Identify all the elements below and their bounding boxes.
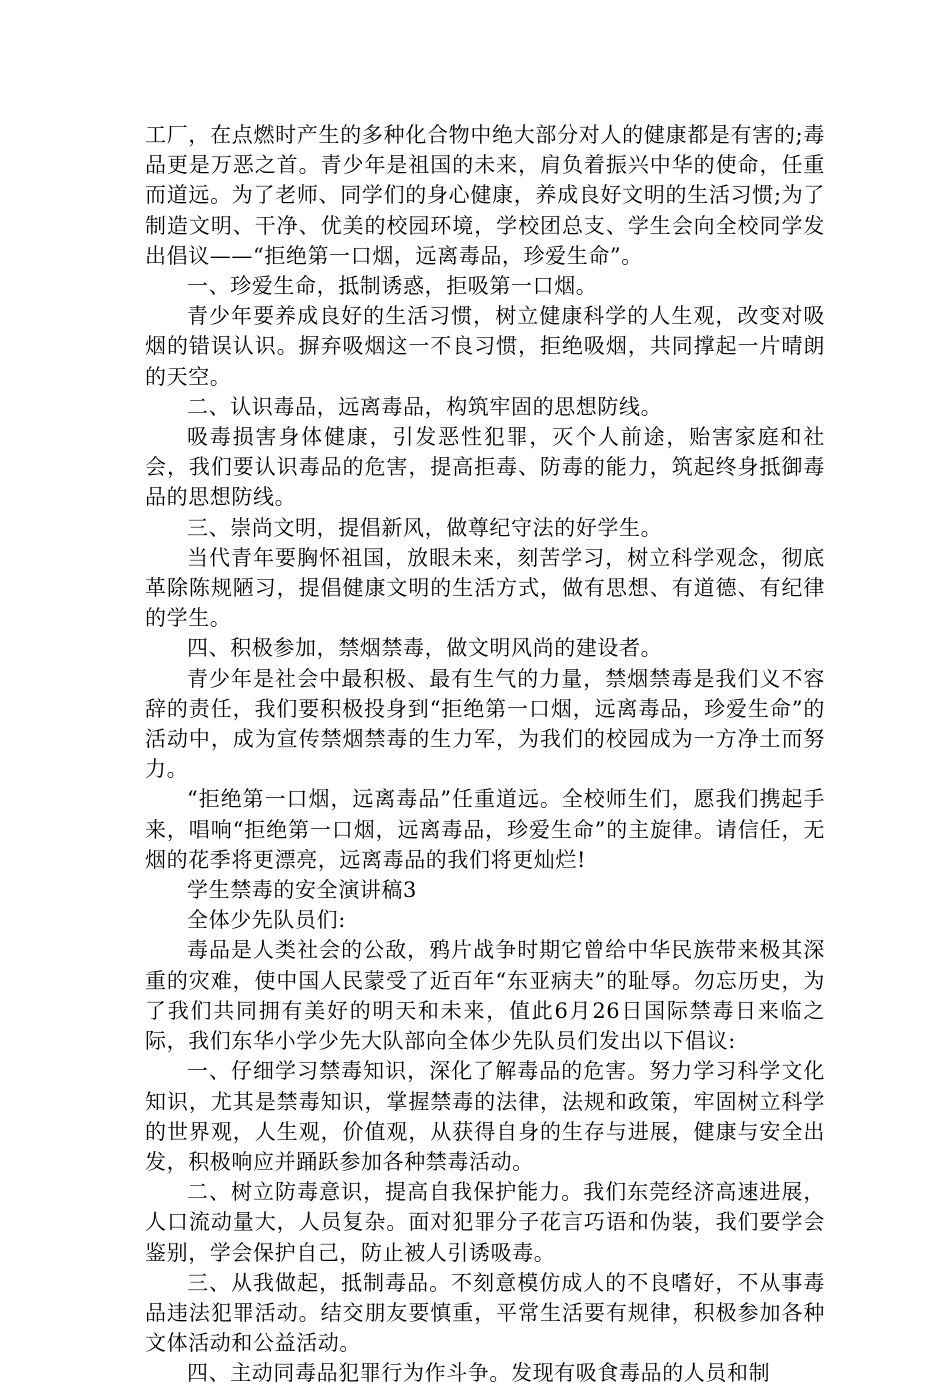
paragraph-1: 工厂，在点燃时产生的多种化合物中绝大部分对人的健康都是有害的;毒品更是万恶之首。青少年是祖国的未来，肩负着振兴中华的使命，任重而道远。为了老师、同学们的身心健康，养成良好文明的生活习惯;为了制造文明、干净、优美的校园环境，学校团总支、学生会向全校同学发出倡议——“拒绝第一口烟，远离毒品，珍爱生命”。 (145, 123, 825, 268)
paragraph-13: 毒品是人类社会的公敌，鸦片战争时期它曾给中华民族带来极其深重的灾难，使中国人民蒙受了近百年“东亚病夫”的耻辱。勿忘历史，为了我们共同拥有美好的明天和未来，值此6月26日国际禁毒日来临之际，我们东华小学少先大队部向全体少先队员们发出以下倡议: (145, 938, 825, 1054)
speech-title: 学生禁毒的安全演讲稿3 (187, 878, 417, 903)
paragraph-16: 三、从我做起，抵制毒品。不刻意模仿成人的不良嗜好，不从事毒品违法犯罪活动。结交朋友要慎重，平常生活要有规律，积极参加各种文体活动和公益活动。 (145, 1270, 825, 1356)
paragraph-3: 青少年要养成良好的生活习惯，树立健康科学的人生观，改变对吸烟的错误认识。摒弃吸烟这一不良习惯，拒绝吸烟，共同撑起一片晴朗的天空。 (145, 304, 825, 389)
heading-participate: 四、积极参加，禁烟禁毒，做文明风尚的建设者。 (187, 636, 663, 661)
paragraph-7: 当代青年要胸怀祖国，放眼未来，刻苦学习，树立科学观念，彻底革除陈规陋习，提倡健康文明的生活方式，做有思想、有道德、有纪律的学生。 (145, 545, 825, 631)
heading-know-drugs: 二、认识毒品，远离毒品，构筑牢固的思想防线。 (187, 394, 663, 419)
paragraph-15: 二、树立防毒意识，提高自我保护能力。我们东莞经济高速进展，人口流动量大，人员复杂。面对犯罪分子花言巧语和伪装，我们要学会鉴别，学会保护自己，防止被人引诱吸毒。 (145, 1180, 825, 1265)
heading-civilization: 三、崇尚文明，提倡新风，做尊纪守法的好学生。 (187, 515, 663, 540)
document-body (145, 120, 825, 1389)
paragraph-17: 四、主动同毒品犯罪行为作斗争。发现有吸食毒品的人员和制 (187, 1361, 771, 1386)
paragraph-10: “拒绝第一口烟，远离毒品”任重道远。全校师生们，愿我们携起手来，唱响“拒绝第一口烟，远离毒品，珍爱生命”的主旋律。请信任，无烟的花季将更漂亮，远离毒品的我们将更灿烂! (145, 787, 825, 872)
paragraph-14: 一、仔细学习禁毒知识，深化了解毒品的危害。努力学习科学文化知识，尤其是禁毒知识，掌握禁毒的法律，法规和政策，牢固树立科学的世界观，人生观，价值观，从获得自身的生存与进展，健康与安全出发，积极响应并踊跃参加各种禁毒活动。 (145, 1059, 825, 1174)
salutation: 全体少先队员们: (187, 908, 346, 933)
paragraph-9: 青少年是社会中最积极、最有生气的力量，禁烟禁毒是我们义不容辞的责任，我们要积极投身到“拒绝第一口烟，远离毒品，珍爱生命”的活动中，成为宣传禁烟禁毒的生力军，为我们的校园成为一方净土而努力。 (145, 666, 825, 782)
heading-cherish-life: 一、珍爱生命，抵制诱惑，拒吸第一口烟。 (187, 274, 598, 299)
paragraph-5: 吸毒损害身体健康，引发恶性犯罪，灭个人前途，贻害家庭和社会，我们要认识毒品的危害，提高拒毒、防毒的能力，筑起终身抵御毒品的思想防线。 (145, 425, 825, 510)
